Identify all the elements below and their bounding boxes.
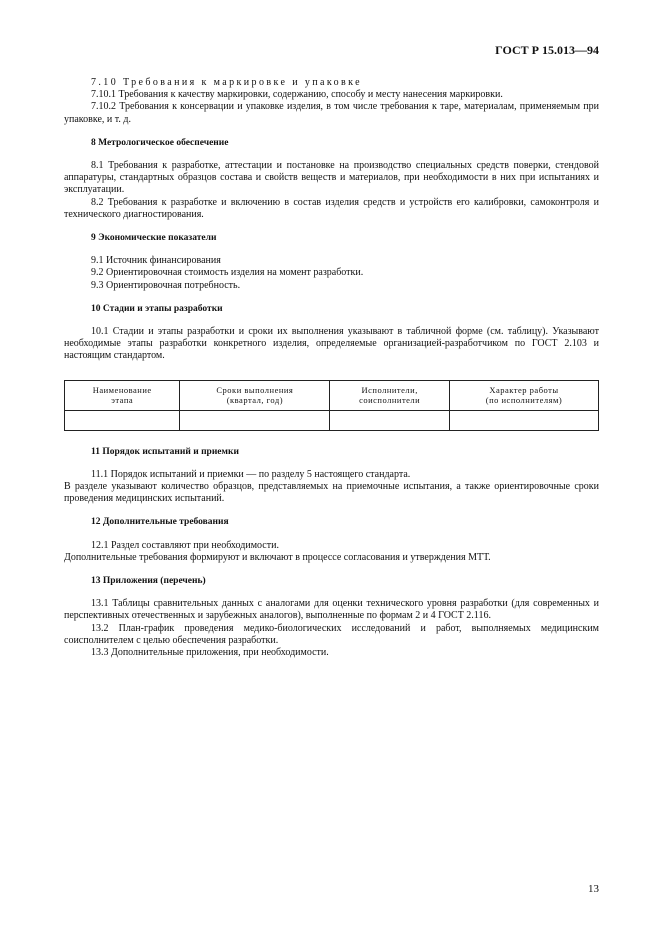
subsection-title: 7.10 Требования к маркировке и упаковке [91,77,362,88]
paragraph: 10.1 Стадии и этапы разработки и сроки их выполнения указывают в табличной форме (см. таблицу). Указывают необходимые этапы разработки конкретного изделия, определяемые организацией-разработчиком по ГОСТ 2.103 и настоящим стандартом. [64,326,599,362]
paragraph: 13.2 План-график проведения медико-биологических исследований и работ, выполняемых медицинским соисполнителем с целью обеспечения разработки. [64,622,599,646]
paragraph: 7.10.1 Требования к качеству маркировки, содержанию, способу и месту нанесения маркировки. [91,89,503,101]
header-line: этапа [111,395,134,406]
paragraph: 8.1 Требования к разработке, аттестации и постановке на производство специальных средств поверки, стендовой аппаратуры, стандартных образцов состава и свойств веществ и материалов, при необходимости в них при испытаниях и эксплуатации. [64,160,599,196]
table-header-cell [449,380,598,410]
paragraph: 11.1 Порядок испытаний и приемки — по разделу 5 настоящего стандарта. [91,468,411,480]
table-header-row [65,380,599,410]
section-heading: 8 Метрологическое обеспечение [91,137,229,148]
section-heading: 13 Приложения (перечень) [91,576,206,587]
section-heading: 11 Порядок испытаний и приемки [91,446,239,457]
table-header-cell [330,380,450,410]
table-header-cell [65,380,180,410]
header-line: Наименование [92,384,152,395]
section-heading: 9 Экономические показатели [91,233,217,244]
header-line: Исполнители, [361,384,418,395]
header-line: (по исполнителям) [485,395,563,406]
paragraph: 9.2 Ориентировочная стоимость изделия на момент разработки. [91,267,364,279]
paragraph: 12.1 Раздел составляют при необходимости. [91,539,279,551]
paragraph: 13.1 Таблицы сравнительных данных с аналогами для оценки технического уровня разработки (для современных и перспективных отечественных и зарубежных аналогов), выполненные по формам 2 и 4 ГОСТ 2.116. [64,598,599,622]
table-cell [330,410,450,430]
section-heading: 12 Дополнительные требования [91,517,229,528]
document-header: ГОСТ Р 15.013—94 [495,43,599,57]
table-cell [180,410,330,430]
paragraph: В разделе указывают количество образцов, представляемых на приемочные испытания, а также ориентировочные сроки проведения медицинских испытаний. [64,481,599,505]
header-line: Характер работы [489,384,559,395]
paragraph: Дополнительные требования формируют и включают в процессе согласования и утверждения МТТ. [64,551,491,563]
page-content [64,77,599,659]
header-line: соисполнители [359,395,421,406]
table-header-cell [180,380,330,410]
page-number: 13 [588,883,599,895]
header-line: (квартал, год) [226,395,284,406]
paragraph: 8.2 Требования к разработке и включению в состав изделия средств и устройств его калибровки, самоконтроля и технического диагностирования. [64,196,599,220]
table-row [65,410,599,430]
header-line: Сроки выполнения [216,384,294,395]
table-cell [449,410,598,430]
paragraph: 9.3 Ориентировочная потребность. [91,279,241,291]
paragraph: 13.3 Дополнительные приложения, при необходимости. [91,647,329,659]
paragraph: 7.10.2 Требования к консервации и упаковке изделия, в том числе требования к таре, материалам, применяемым при упаковке, и т. д. [64,101,599,125]
table-cell [65,410,180,430]
section-heading: 10 Стадии и этапы разработки [91,303,223,314]
stages-table [64,380,599,431]
paragraph: 9.1 Источник финансирования [91,255,221,267]
